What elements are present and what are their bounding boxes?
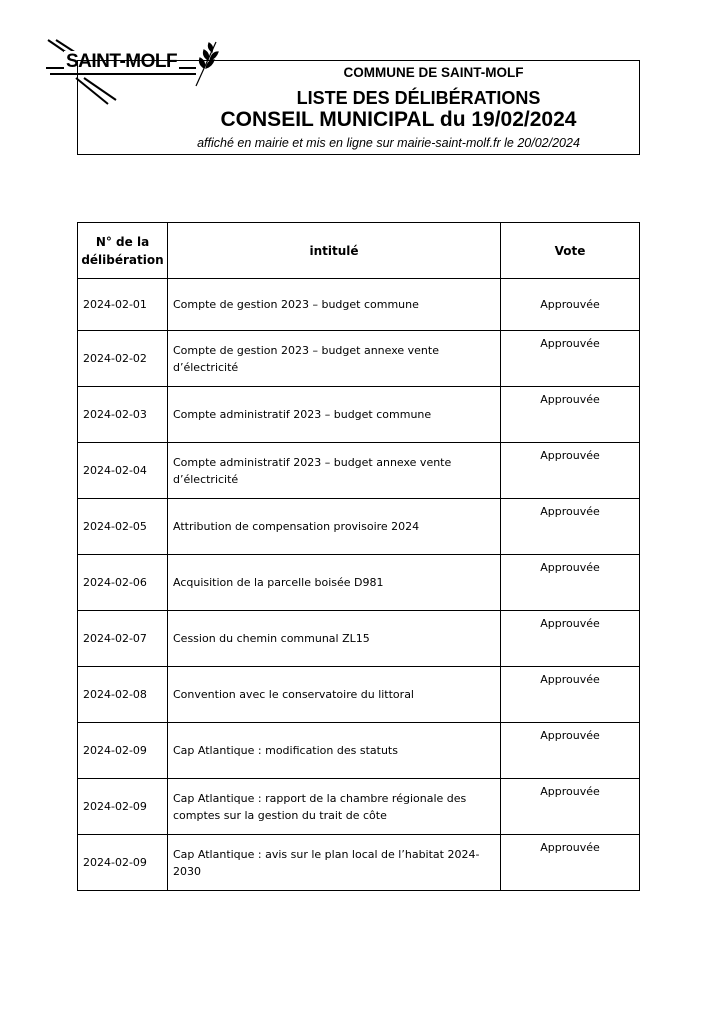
table-row (78, 499, 640, 555)
header-box (77, 60, 640, 155)
row-vote: Approuvée (501, 835, 640, 891)
row-intitule: Cap Atlantique : modification des statuts (168, 723, 501, 779)
table-row (78, 611, 640, 667)
header-numero-line2: délibération (81, 252, 164, 267)
row-vote: Approuvée (501, 611, 640, 667)
row-numero: 2024-02-09 (78, 723, 168, 779)
commune-name: COMMUNE DE SAINT-MOLF (343, 65, 524, 80)
row-intitule: Cap Atlantique : rapport de la chambre régionale des comptes sur la gestion du trait de côte (168, 779, 501, 835)
row-vote: Approuvée (501, 279, 640, 331)
header-intitule: intitulé (168, 223, 501, 279)
table-row (78, 835, 640, 891)
row-vote: Approuvée (501, 443, 640, 499)
row-intitule: Compte de gestion 2023 – budget commune (168, 279, 501, 331)
table-row (78, 387, 640, 443)
row-intitule: Compte administratif 2023 – budget commune (168, 387, 501, 443)
row-numero: 2024-02-06 (78, 555, 168, 611)
row-numero: 2024-02-05 (78, 499, 168, 555)
logo-text: SAINT-MOLF (66, 51, 178, 72)
table-row (78, 779, 640, 835)
row-numero: 2024-02-03 (78, 387, 168, 443)
row-numero: 2024-02-08 (78, 667, 168, 723)
row-numero: 2024-02-09 (78, 835, 168, 891)
row-vote: Approuvée (501, 387, 640, 443)
row-numero: 2024-02-04 (78, 443, 168, 499)
header-numero-line1: N° de la (95, 234, 150, 249)
table-header-row (78, 223, 640, 279)
row-intitule: Acquisition de la parcelle boisée D981 (168, 555, 501, 611)
row-numero: 2024-02-07 (78, 611, 168, 667)
list-title: LISTE DES DÉLIBÉRATIONS (296, 88, 541, 108)
row-intitule: Attribution de compensation provisoire 2024 (168, 499, 501, 555)
row-intitule: Compte administratif 2023 – budget annexe vente d’électricité (168, 443, 501, 499)
header-vote: Vote (501, 223, 640, 279)
row-numero: 2024-02-01 (78, 279, 168, 331)
row-intitule: Cap Atlantique : avis sur le plan local de l’habitat 2024-2030 (168, 835, 501, 891)
row-vote: Approuvée (501, 331, 640, 387)
row-numero: 2024-02-02 (78, 331, 168, 387)
table-row (78, 723, 640, 779)
row-intitule: Compte de gestion 2023 – budget annexe vente d’électricité (168, 331, 501, 387)
row-vote: Approuvée (501, 667, 640, 723)
deliberations-table (77, 222, 640, 891)
table-row (78, 667, 640, 723)
row-numero: 2024-02-09 (78, 779, 168, 835)
table-row (78, 555, 640, 611)
row-vote: Approuvée (501, 723, 640, 779)
posting-notice: affiché en mairie et mis en ligne sur mairie-saint-molf.fr le 20/02/2024 (197, 136, 580, 150)
table-row (78, 331, 640, 387)
row-intitule: Cession du chemin communal ZL15 (168, 611, 501, 667)
header-numero (78, 223, 168, 279)
table-row (78, 443, 640, 499)
row-vote: Approuvée (501, 499, 640, 555)
row-vote: Approuvée (501, 555, 640, 611)
row-vote: Approuvée (501, 779, 640, 835)
council-title: CONSEIL MUNICIPAL du 19/02/2024 (220, 108, 577, 131)
table-row (78, 279, 640, 331)
row-intitule: Convention avec le conservatoire du littoral (168, 667, 501, 723)
